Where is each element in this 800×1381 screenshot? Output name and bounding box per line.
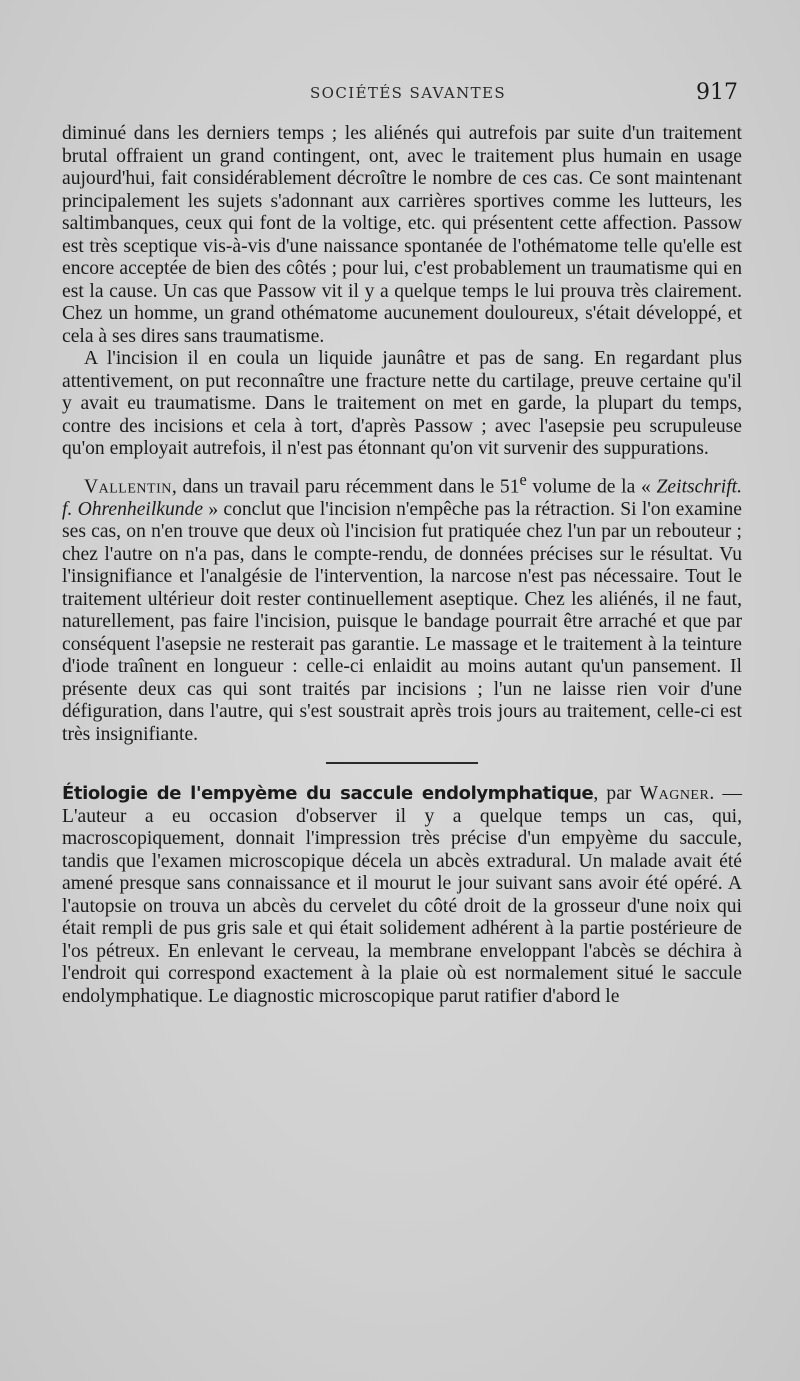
journal-title: Zeitschrift. f. Ohrenheilkunde: [62, 476, 742, 520]
paragraph-text: » conclut que l'incision n'empêche pas la rétraction. Si l'on examine ses cas, on n'en trouve que deux où l'incision fut pratiquée chez l'un par un rebouteur ; chez l'autre on n'a pas, dans le compte-rendu, de données précises sur le résultat. Vu l'insignifiance et l'analgésie de l'intervention, la narcose n'est pas nécessaire. Tout le traitement ultérieur doit rester continuellement aseptique. Chez les aliénés, il ne faut, naturellement, pas faire l'incision, puisque le bandage pourrait être arraché et que par conséquent l'asepsie ne resterait pas garantie. Le massage et le traitement à la teinture d'iode traînent en longueur : celle-ci enlaidit au moins autant qu'un pansement. Il présente deux cas qui sont traités par incisions ; l'un ne laisse rien voir d'une défiguration, dans l'autre, qui s'est soustrait après trois jours au traitement, celle-ci est très insignifiante.: [62, 498, 742, 745]
paragraph-continuation: diminué dans les derniers temps ; les aliénés qui autrefois par suite d'un traitement brutal offraient un grand contingent, ont, avec le traitement plus humain en usage aujourd'hui, fait considérablement décroître le nombre de ces cas. Ce sont maintenant principalement les sujets s'adonnant aux carrières sportives comme les lutteurs, les saltimbanques, ceux qui font de la voltige, etc. qui présentent cette affection. Passow est très sceptique vis-à-vis d'une naissance spontanée de l'othématome telle qu'elle est encore acceptée de bien des côtés ; pour lui, c'est probablement un traumatisme qui en est la cause. Un cas que Passow vit il y a quelque temps le lui prouva très clairement. Chez un homme, un grand othématome aucunement douloureux, s'était développé, et cela à ses dires sans traumatisme.: [62, 123, 742, 347]
byline-text: .: [709, 783, 715, 805]
body-text: [62, 123, 742, 1008]
paragraph-text: , dans un travail paru récemment dans le 51: [171, 476, 520, 498]
running-header: [62, 80, 740, 110]
section-text: — L'auteur a eu occasion d'observer il y a quelque temps un cas, qui, macroscopiquement, donnait l'impression très précise d'un empyème du saccule, tandis que l'examen microscopique décela un abcès extradural. Un malade avait été amené presque sans connaissance et il mourut le jour suivant sans avoir été opéré. A l'autopsie on trouva un abcès du cervelet du côté droit de la grosseur d'une noix qui était rempli de pus gris sale et qui était solidement adhérent à la partie postérieure de l'os pétreux. En enlevant le cerveau, la membrane enveloppant l'abcès se déchira à l'endroit qui correspond exactement à la plaie où est normalement situé le saccule endolymphatique. Le diagnostic microscopique parut ratifier d'abord le: [62, 783, 742, 1007]
paragraph-vallentin: [62, 469, 742, 747]
author-name: Wagner: [639, 783, 710, 805]
running-title: SOCIÉTÉS SAVANTES: [310, 84, 507, 102]
byline-text: , par: [593, 783, 640, 805]
ordinal-suffix: e: [519, 469, 527, 489]
paragraph-text: volume de la «: [526, 476, 657, 498]
page-number: 917: [696, 80, 738, 105]
author-name: Vallentin: [84, 476, 172, 498]
paragraph-incision: A l'incision il en coula un liquide jaunâtre et pas de sang. En regardant plus attentivement, on put reconnaître une fracture nette du cartilage, preuve certaine qu'il y avait eu traumatisme. Dans le traitement on met en garde, la plupart du temps, contre des incisions et cela à tort, d'après Passow ; avec l'asepsie peu scrupuleuse qu'on employait autrefois, il n'est pas étonnant qu'on vit survenir des suppurations.: [62, 348, 742, 459]
section-wagner: [62, 783, 742, 1008]
section-divider: [326, 762, 478, 764]
section-heading: Étiologie de l'empyème du saccule endolymphatique: [62, 783, 594, 805]
